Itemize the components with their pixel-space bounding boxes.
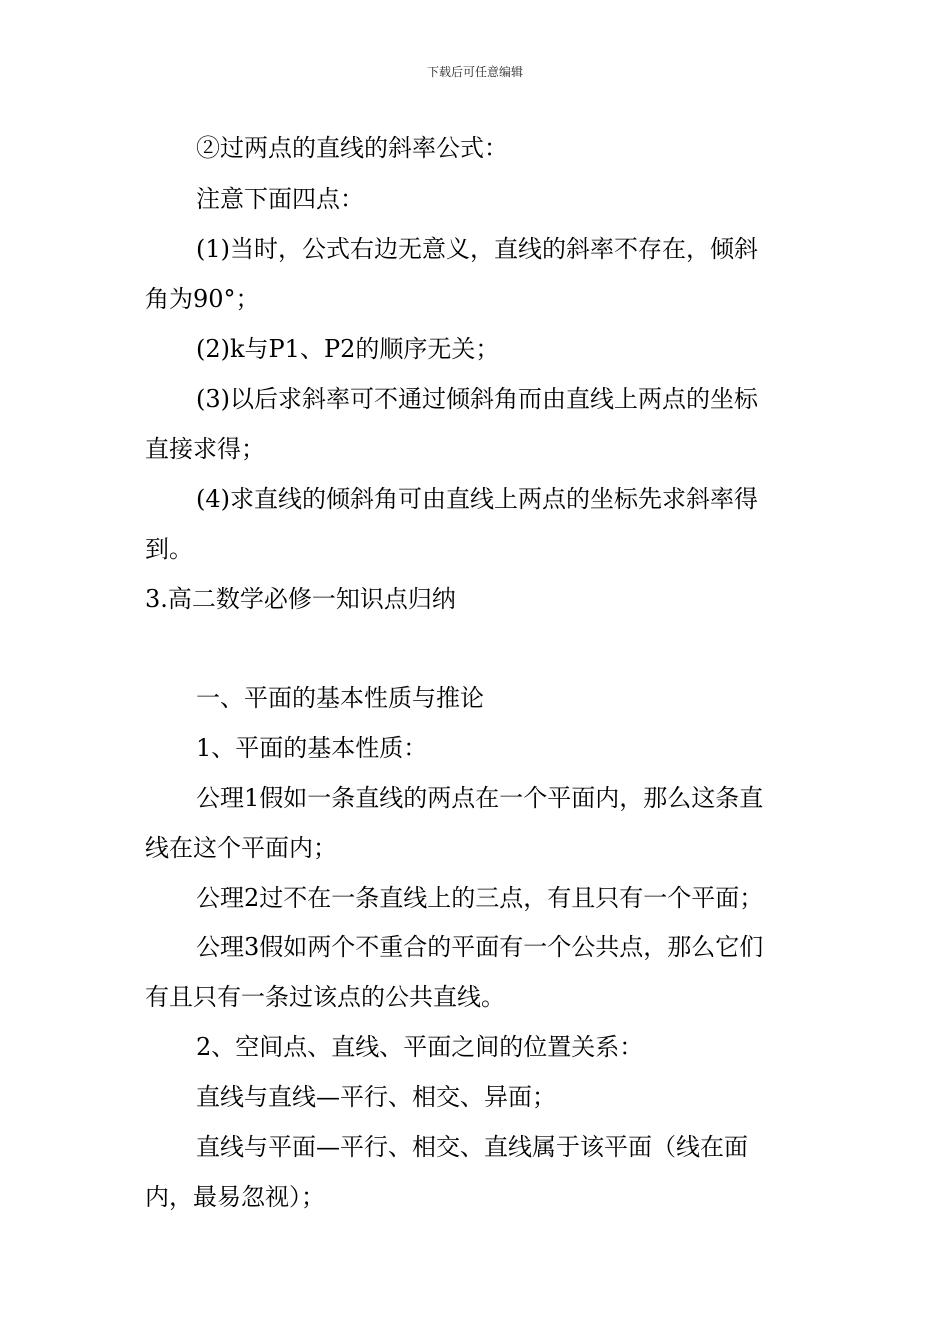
text-line: 公理1假如一条直线的两点在一个平面内，那么这条直 [196, 784, 764, 812]
text-line: 2、空间点、直线、平面之间的位置关系： [196, 1033, 644, 1061]
text-line: 注意下面四点： [196, 185, 364, 213]
text-line: 到。 [145, 535, 193, 563]
text-line: ②过两点的直线的斜率公式： [196, 134, 508, 162]
section-heading: 3.高二数学必修一知识点归纳 [145, 585, 456, 613]
text-line: 1、平面的基本性质： [196, 734, 428, 762]
text-line: 有且只有一条过该点的公共直线。 [145, 983, 505, 1011]
page-header: 下载后可任意编辑 [426, 65, 523, 79]
subsection-heading: 一、平面的基本性质与推论 [196, 684, 484, 712]
text-line: (1)当时，公式右边无意义，直线的斜率不存在，倾斜 [196, 235, 758, 263]
text-line: 直线与平面—平行、相交、直线属于该平面（线在面 [196, 1133, 748, 1161]
text-line: (2)k与P1、P2的顺序无关； [196, 335, 500, 363]
text-line: 内，最易忽视）； [145, 1183, 325, 1211]
text-line: 公理2过不在一条直线上的三点，有且只有一个平面； [196, 884, 764, 912]
text-line: 公理3假如两个不重合的平面有一个公共点，那么它们 [196, 933, 764, 961]
text-line: 直接求得； [145, 435, 265, 463]
text-line: 线在这个平面内； [145, 834, 337, 862]
text-line: 角为90°； [145, 285, 260, 313]
text-line: (3)以后求斜率可不通过倾斜角而由直线上两点的坐标 [196, 385, 758, 413]
text-line: (4)求直线的倾斜角可由直线上两点的坐标先求斜率得 [196, 485, 758, 513]
text-line: 直线与直线—平行、相交、异面； [196, 1083, 556, 1111]
